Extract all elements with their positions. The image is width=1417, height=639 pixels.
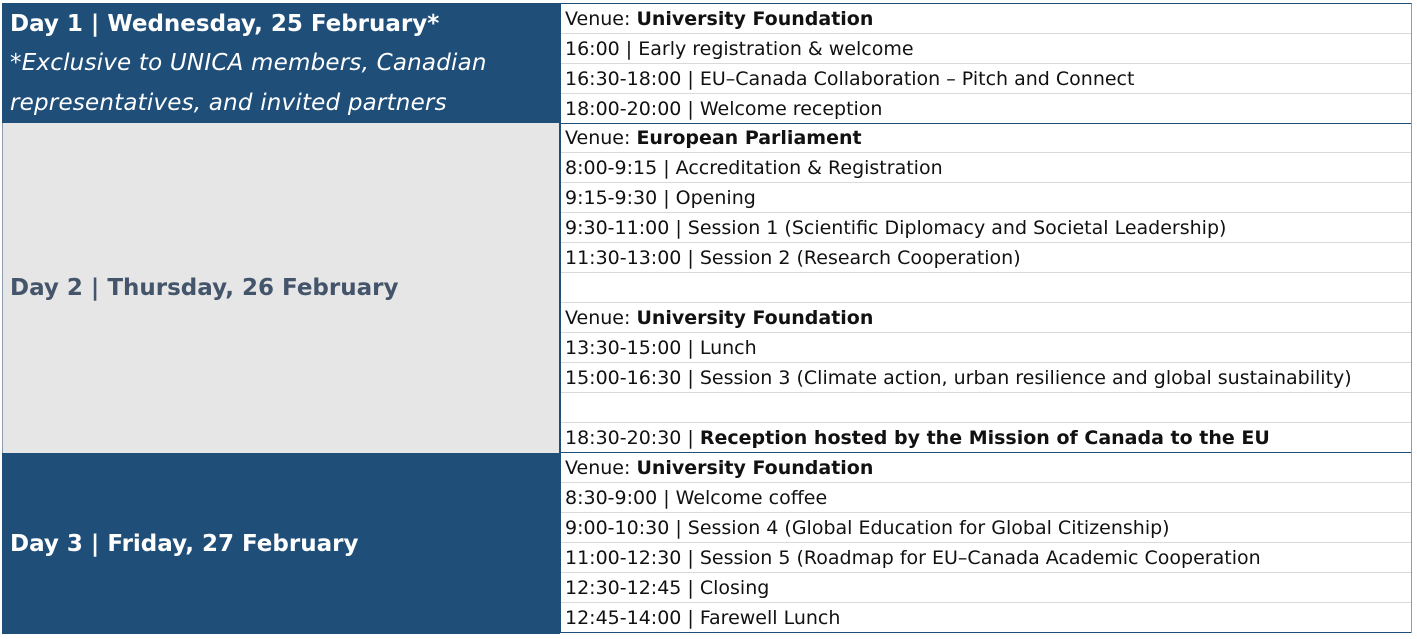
row-text: 9:30-11:00 | Session 1 (Scientific Diplomacy and Societal Leadership) — [565, 217, 1227, 239]
row-text: 18:30-20:30 | — [565, 427, 700, 449]
row-bold-text: University Foundation — [636, 8, 874, 30]
day-2-cell — [2, 123, 560, 453]
schedule-row — [561, 603, 1411, 633]
day-1-cell — [2, 3, 560, 123]
row-bold-text: Reception hosted by the Mission of Canada to the EU — [699, 427, 1270, 449]
schedule-row — [561, 543, 1411, 573]
day-1-note-line-2: representatives, and invited partners — [10, 90, 447, 116]
row-text: 18:00-20:00 | Welcome reception — [565, 98, 883, 120]
row-text: 13:30-15:00 | Lunch — [565, 337, 757, 359]
schedule-row — [561, 123, 1411, 153]
schedule-row — [561, 153, 1411, 183]
row-text: 15:00-16:30 | Session 3 (Climate action, urban resilience and global sustainability) — [565, 367, 1352, 389]
day-2-schedule — [560, 123, 1412, 453]
row-text: 12:45-14:00 | Farewell Lunch — [565, 607, 841, 629]
schedule-row — [561, 363, 1411, 393]
schedule-row — [561, 333, 1411, 363]
agenda-table — [2, 3, 1412, 634]
schedule-row — [561, 213, 1411, 243]
row-text: 16:00 | Early registration & welcome — [565, 38, 914, 60]
empty-row — [561, 393, 1411, 423]
row-text: 12:30-12:45 | Closing — [565, 577, 770, 599]
schedule-row — [561, 303, 1411, 333]
row-text: 11:30-13:00 | Session 2 (Research Cooperation) — [565, 247, 1021, 269]
schedule-row — [561, 483, 1411, 513]
row-text: Venue: — [565, 8, 637, 30]
row-text: Venue: — [565, 307, 637, 329]
schedule-row — [561, 183, 1411, 213]
schedule-row — [561, 573, 1411, 603]
day-1-schedule — [560, 3, 1412, 124]
day-1-note-line-1: *Exclusive to UNICA members, Canadian — [10, 50, 487, 76]
schedule-row — [561, 64, 1411, 94]
day-1-title: Day 1 | Wednesday, 25 February* — [10, 11, 440, 37]
row-bold-text: European Parliament — [636, 127, 862, 149]
day-3-cell — [2, 453, 560, 634]
row-bold-text: University Foundation — [636, 457, 874, 479]
schedule-row — [561, 453, 1411, 483]
schedule-row — [561, 243, 1411, 273]
day-2-title: Day 2 | Thursday, 26 February — [10, 275, 399, 301]
empty-row — [561, 273, 1411, 303]
day-3-schedule — [560, 453, 1412, 633]
row-text: 9:00-10:30 | Session 4 (Global Education for Global Citizenship) — [565, 517, 1170, 539]
row-text: 11:00-12:30 | Session 5 (Roadmap for EU–Canada Academic Cooperation — [565, 547, 1261, 569]
row-text: Venue: — [565, 127, 637, 149]
row-bold-text: University Foundation — [636, 307, 874, 329]
schedule-row — [561, 423, 1411, 453]
row-text: 9:15-9:30 | Opening — [565, 187, 756, 209]
schedule-row — [561, 94, 1411, 124]
row-text: Venue: — [565, 457, 637, 479]
schedule-row — [561, 4, 1411, 34]
row-text: 8:30-9:00 | Welcome coffee — [565, 487, 828, 509]
schedule-row — [561, 513, 1411, 543]
row-text: 16:30-18:00 | EU–Canada Collaboration – Pitch and Connect — [565, 68, 1135, 90]
row-text: 8:00-9:15 | Accreditation & Registration — [565, 157, 943, 179]
schedule-row — [561, 34, 1411, 64]
day-3-title: Day 3 | Friday, 27 February — [10, 530, 359, 557]
